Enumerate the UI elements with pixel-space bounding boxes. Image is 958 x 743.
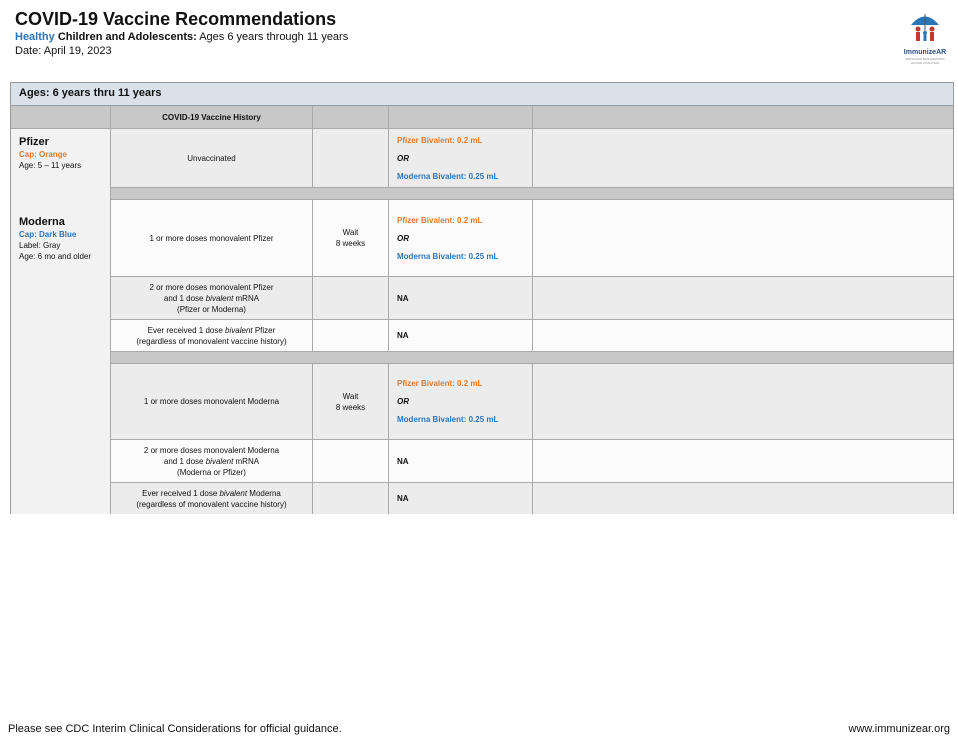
logo-name: ImmunizeAR [903,49,947,56]
brand-column [11,129,111,514]
pfizer-age: Age: 5 – 11 years [19,161,82,170]
recommendation-cell [389,277,533,319]
rec-moderna: Moderna Bivalent: 0.25 mL [397,251,499,261]
wait-line2: 8 weeks [335,239,366,248]
moderna-brand: Moderna [19,216,65,228]
footer-guidance: Please see CDC Interim Clinical Considerations for official guidance. [8,723,342,735]
header-blank-brand [11,106,111,129]
rec-na: NA [397,494,409,503]
rec-pfizer: Pfizer Bivalent: 0.2 mL [397,215,483,225]
history-line2 [144,456,279,467]
history-text: Ever received 1 dose [147,325,226,335]
history-line1: 2 or more doses monovalent Pfizer [149,282,274,292]
history-text: mRNA [233,456,260,466]
moderna-age: Age: 6 mo and older [19,252,92,261]
footer-website-link[interactable]: www.immunizear.org [848,723,950,735]
history-text: mRNA [233,293,260,303]
rec-pfizer: Pfizer Bivalent: 0.2 mL [397,379,483,388]
rec-or: OR [397,233,409,243]
recommendation-cell [389,364,533,439]
table-row [111,320,953,352]
rec-moderna: Moderna Bivalent: 0.25 mL [397,171,499,181]
history-line2: (regardless of monovalent vaccine history) [136,499,287,509]
history-italic: bivalent [205,456,234,466]
subtitle-healthy: Healthy [15,31,55,43]
pfizer-cap: Cap: Orange [19,150,68,159]
wait-cell [313,440,389,482]
subtitle-audience: Children and Adolescents: [57,31,197,43]
recommendation-cell [389,483,533,514]
moderna-cap: Cap: Dark Blue [19,230,77,239]
notes-cell [533,440,953,482]
table-row [111,483,953,514]
history-text: and 1 dose [163,293,206,303]
history-text: and 1 dose [163,456,206,466]
immunizear-logo [900,10,950,65]
history-text: Pfizer [252,325,276,335]
history-line1 [136,488,286,499]
pfizer-brand: Pfizer [19,136,49,148]
rec-na: NA [397,456,409,466]
table-row [111,200,953,277]
recommendation-cell [389,200,533,276]
header-blank-notes [533,106,953,129]
history-line2 [149,293,273,304]
notes-cell [533,129,953,187]
history-line3: (Moderna or Pfizer) [177,467,246,477]
rec-na: NA [397,331,409,340]
subtitle-ages: Ages 6 years through 11 years [199,31,349,43]
history-cell [111,277,313,319]
rec-moderna: Moderna Bivalent: 0.25 mL [397,415,499,424]
table-row [111,440,953,483]
history-italic: bivalent [219,488,248,498]
date-value: April 19, 2023 [43,45,112,57]
recommendation-cell [389,440,533,482]
page-subtitle [15,30,348,44]
wait-cell [313,483,389,514]
history-italic: bivalent [205,293,234,303]
wait-cell [313,200,389,276]
history-line1: 2 or more doses monovalent Moderna [143,445,280,455]
table-row [111,364,953,440]
umbrella-family-icon [908,10,942,44]
notes-cell [533,320,953,351]
wait-cell [313,364,389,439]
rec-pfizer: Pfizer Bivalent: 0.2 mL [397,135,483,145]
history-line1 [136,325,286,336]
notes-cell [533,364,953,439]
history-cell [111,320,313,351]
page-title: COVID-19 Vaccine Recommendations [15,9,337,29]
row-separator [111,352,953,364]
history-cell [111,483,313,514]
history-italic: bivalent [225,325,253,335]
page-header [15,8,348,58]
wait-line2: 8 weeks [335,402,366,412]
logo-tagline: ARKANSAS IMMUNIZATION ACTION COALITION [905,57,945,65]
header-vaccine-history: COVID-19 Vaccine History [111,106,313,129]
date-label: Date: [15,45,42,57]
history-line3: (Pfizer or Moderna) [177,304,246,314]
wait-line1: Wait [342,228,359,237]
notes-cell [533,200,953,276]
header-blank-wait [313,106,389,129]
wait-cell [313,277,389,319]
rec-or: OR [397,397,409,406]
table-row [111,129,953,188]
table-row [111,277,953,320]
recommendation-cell [389,129,533,187]
history-cell [111,440,313,482]
age-group-header: Ages: 6 years thru 11 years [11,83,953,106]
rec-or: OR [397,153,409,163]
wait-line1: Wait [342,391,359,401]
row-separator [111,188,953,200]
vaccine-table [10,82,954,514]
history-text: Ever received 1 dose [142,488,220,498]
moderna-label: Label: Gray [19,241,61,250]
recommendation-cell [389,320,533,351]
wait-cell [313,320,389,351]
wait-cell [313,129,389,187]
page-date [15,44,348,58]
notes-cell [533,277,953,319]
rec-na: NA [397,293,409,303]
header-blank-recommendation [389,106,533,129]
history-cell: 1 or more doses monovalent Pfizer [111,200,313,276]
history-cell: Unvaccinated [111,129,313,187]
notes-cell [533,483,953,514]
history-cell: 1 or more doses monovalent Moderna [111,364,313,439]
history-line2: (regardless of monovalent vaccine history) [136,336,287,346]
history-text: Moderna [247,488,281,498]
